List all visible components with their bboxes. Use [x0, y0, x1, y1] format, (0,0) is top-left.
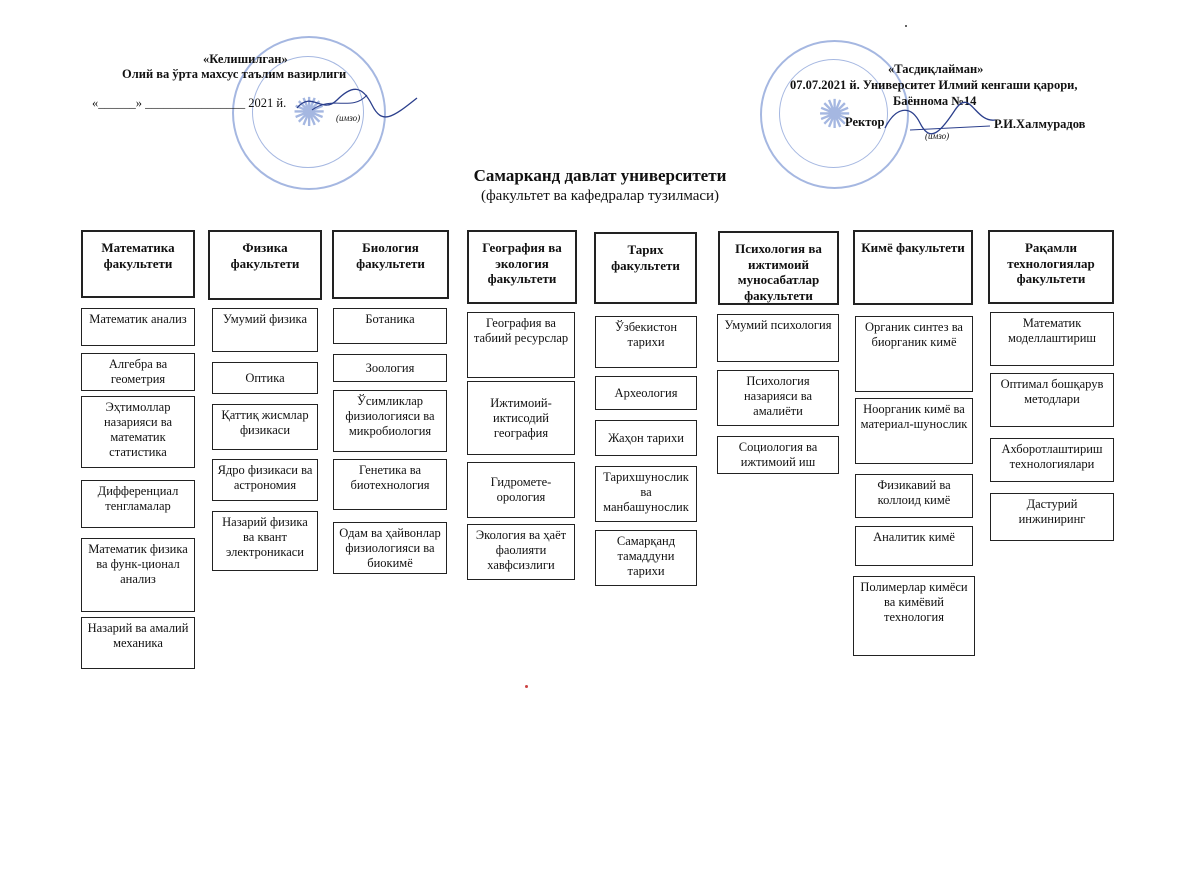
scan-speck [525, 685, 528, 688]
department-box: География ва табиий ресурслар [467, 312, 575, 378]
department-box: Ўсимликлар физиологияси ва микробиология [333, 390, 447, 452]
agreed-label: «Келишилган» [203, 52, 288, 66]
department-box: Гидромете-орология [467, 462, 575, 518]
department-box: Математик моделлаштириш [990, 312, 1114, 366]
department-box: Ўзбекистон тарихи [595, 316, 697, 368]
department-box: Органик синтез ва биорганик кимё [855, 316, 973, 392]
department-box: Ноорганик кимё ва материал-шунослик [855, 398, 973, 464]
department-box: Умумий физика [212, 308, 318, 352]
emblem-icon: ✺ [292, 90, 326, 136]
rector-label: Ректор [845, 115, 885, 129]
left-sign-label: (имзо) [336, 113, 361, 123]
agreed-date-line: «______» ________________ 2021 й. [92, 96, 287, 110]
left-signature [292, 80, 422, 120]
department-box: Ядро физикаси ва астрономия [212, 459, 318, 501]
department-box: Дастурий инжиниринг [990, 493, 1114, 541]
faculty-box-history: Тарих факультети [594, 232, 697, 304]
faculty-box-digital-technologies: Рақамли технологиялар факультети [988, 230, 1114, 304]
department-box: Зоология [333, 354, 447, 382]
protocol-number: Баённома №14 [893, 94, 977, 108]
department-box: Алгебра ва геометрия [81, 353, 195, 391]
department-box: Назарий ва амалий механика [81, 617, 195, 669]
department-box: Ахборотлаштириш технологиялари [990, 438, 1114, 482]
department-box: Дифференциал тенгламалар [81, 480, 195, 528]
page-subtitle: (факультет ва кафедралар тузилмаси) [480, 188, 720, 204]
scan-speck [905, 25, 907, 27]
department-box: Жаҳон тарихи [595, 420, 697, 456]
faculty-box-geography: География ва экология факультети [467, 230, 577, 304]
department-box: Полимерлар кимёси ва кимёвий технология [853, 576, 975, 656]
department-box: Ботаника [333, 308, 447, 344]
department-box: Оптимал бошқарув методлари [990, 373, 1114, 427]
approve-label: «Тасдиқлайман» [888, 62, 984, 76]
ministry-label: Олий ва ўрта махсус таълим вазирлиги [122, 67, 347, 81]
department-box: Оптика [212, 362, 318, 394]
council-decision: 07.07.2021 й. Университет Илмий кенгаши қарори, [790, 78, 1078, 92]
department-box: Математик анализ [81, 308, 195, 346]
department-box: Аналитик кимё [855, 526, 973, 566]
faculty-box-chemistry: Кимё факультети [853, 230, 973, 305]
department-box: Физикавий ва коллоид кимё [855, 474, 973, 518]
department-box: Назарий физика ва квант электроникаси [212, 511, 318, 571]
department-box: Ижтимоий-иктисодий география [467, 381, 575, 455]
department-box: Эҳтимоллар назарияси ва математик статистика [81, 396, 195, 468]
faculty-box-mathematics: Математика факультети [81, 230, 195, 298]
faculty-box-psychology: Психология ва ижтимоий муносабатлар факультети [718, 231, 839, 305]
faculty-box-biology: Биология факультети [332, 230, 449, 299]
department-box: Самарқанд тамаддуни тарихи [595, 530, 697, 586]
department-box: Математик физика ва функ-ционал анализ [81, 538, 195, 612]
page-title: Самарканд давлат университети [473, 166, 727, 185]
department-box: Археология [595, 376, 697, 410]
rector-name: Р.И.Халмурадов [994, 117, 1086, 131]
department-box: Қаттиқ жисмлар физикаси [212, 404, 318, 450]
department-box: Одам ва ҳайвонлар физиологияси ва биокимё [333, 522, 447, 574]
department-box: Экология ва ҳаёт фаолияти хавфсизлиги [467, 524, 575, 580]
right-signature [880, 98, 1000, 138]
department-box: Социология ва ижтимоий иш [717, 436, 839, 474]
emblem-icon: ✺ [817, 91, 852, 138]
faculty-box-physics: Физика факультети [208, 230, 322, 300]
right-sign-label: (имзо) [925, 131, 950, 141]
department-box: Тарихшунослик ва манбашунослик [595, 466, 697, 522]
department-box: Генетика ва биотехнология [333, 459, 447, 510]
department-box: Умумий психология [717, 314, 839, 362]
department-box: Психология назарияси ва амалиёти [717, 370, 839, 426]
